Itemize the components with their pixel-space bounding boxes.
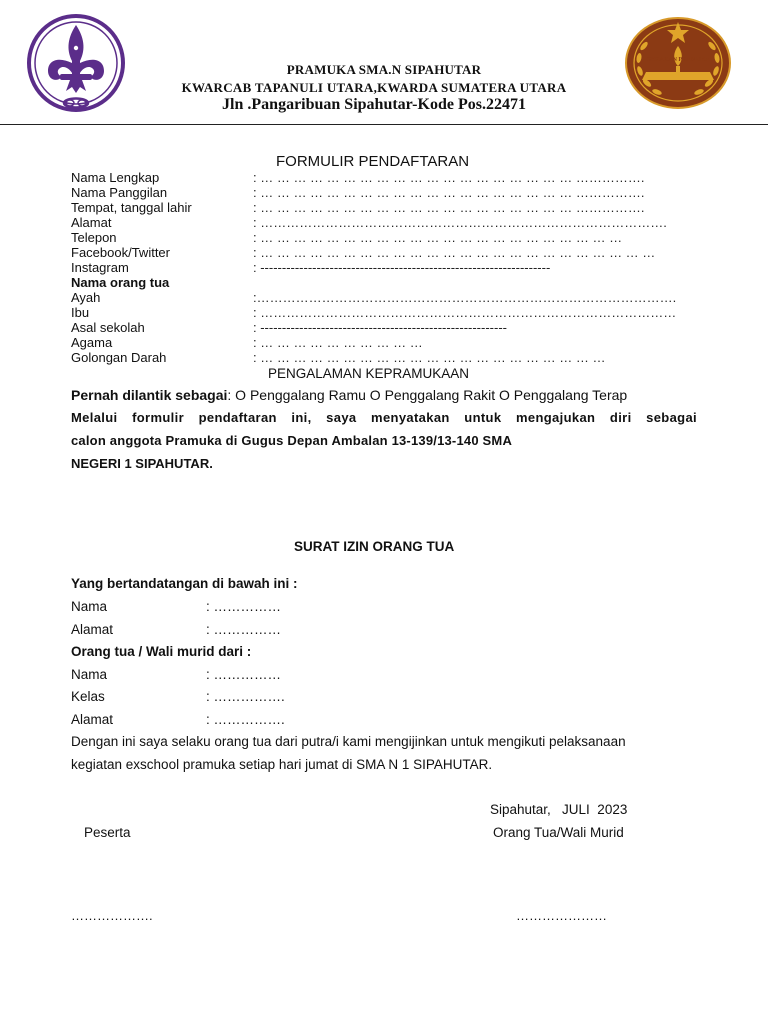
field-value[interactable]: : ------------------------------------------------------------------- — [253, 260, 551, 275]
field-value[interactable]: : … … … … … … … … … … … … … … … … … … … ……………. — [253, 170, 645, 185]
right-logo-ribbon-text: GERAKAN PRAMUKA — [646, 57, 710, 63]
parents-heading: Nama orang tua — [71, 275, 170, 290]
consent-line-1: Dengan ini saya selaku orang tua dari putra/i kami mengijinkan untuk mengikuti pelaksanaan — [71, 734, 626, 749]
child-value[interactable]: : ……………. — [206, 689, 285, 704]
field-value[interactable]: : …………………………………………………………………………………. — [253, 215, 667, 230]
guardian-signature-line[interactable]: ………………… — [516, 908, 607, 923]
signer-value[interactable]: : …………… — [206, 599, 282, 614]
consent-line-2: kegiatan exschool pramuka setiap hari jumat di SMA N 1 SIPAHUTAR. — [71, 757, 493, 772]
org-name: PRAMUKA SMA.N SIPAHUTAR — [286, 62, 482, 77]
permit-title: SURAT IZIN ORANG TUA — [294, 539, 455, 554]
field-row — [71, 200, 701, 215]
field-row — [71, 260, 701, 275]
field-value[interactable]: : … … … … … … … … … … … … … … … … … … … ……………. — [253, 185, 645, 200]
statement-line-2: calon anggota Pramuka di Gugus Depan Ambalan 13-139/13-140 SMA — [71, 433, 513, 448]
field-label: Nama Lengkap — [71, 170, 160, 185]
participant-role: Peserta — [84, 825, 131, 840]
field-label: Tempat, tanggal lahir — [71, 200, 192, 215]
field-label: Ibu — [71, 305, 90, 320]
child-value[interactable]: : …………… — [206, 667, 282, 682]
place-date: Sipahutar, JULI 2023 — [490, 802, 628, 817]
field-row — [71, 305, 701, 320]
field-value[interactable]: : … … … … … … … … … … … … … … … … … … … … … … — [253, 230, 623, 245]
field-value[interactable]: : …………………………………………………………………………………… — [253, 305, 677, 320]
parents-heading-row — [71, 275, 701, 290]
field-label: Nama Panggilan — [71, 185, 168, 200]
org-region: KWARCAB TAPANULI UTARA,KWARDA SUMATERA UTARA — [181, 80, 567, 95]
child-label: Kelas — [71, 689, 105, 704]
guardian-role: Orang Tua/Wali Murid — [493, 825, 624, 840]
experience-title: PENGALAMAN KEPRAMUKAAN — [268, 366, 470, 381]
field-label: Alamat — [71, 215, 112, 230]
field-row — [71, 290, 701, 305]
signer-label: Alamat — [71, 622, 114, 637]
field-row — [71, 335, 701, 350]
field-label: Facebook/Twitter — [71, 245, 170, 260]
field-value[interactable]: : … … … … … … … … … … — [253, 335, 423, 350]
field-label: Ayah — [71, 290, 101, 305]
field-value[interactable]: :……………………………………………………………………………………. — [253, 290, 677, 305]
field-value[interactable]: : … … … … … … … … … … … … … … … … … … … … … … … … — [253, 245, 656, 260]
statement-line-3: NEGERI 1 SIPAHUTAR. — [71, 456, 213, 471]
signer-heading: Yang bertandatangan di bawah ini : — [71, 576, 298, 591]
child-label: Nama — [71, 667, 108, 682]
signer-label: Nama — [71, 599, 108, 614]
field-row — [71, 230, 701, 245]
child-label: Alamat — [71, 712, 114, 727]
field-label: Agama — [71, 335, 113, 350]
field-row — [71, 320, 701, 335]
field-label: Instagram — [71, 260, 129, 275]
field-label: Asal sekolah — [71, 320, 145, 335]
statement-line-1: Melalui formulir pendaftaran ini, saya menyatakan untuk mengajukan diri sebagai — [71, 410, 697, 425]
experience-options-row — [71, 387, 627, 403]
header-divider — [0, 124, 768, 125]
field-row — [71, 215, 701, 230]
field-row — [71, 185, 701, 200]
participant-signature-line[interactable]: ………………. — [71, 908, 153, 923]
field-label: Golongan Darah — [71, 350, 167, 365]
child-heading: Orang tua / Wali murid dari : — [71, 644, 252, 659]
field-row — [71, 350, 701, 365]
org-address: Jln .Pangaribuan Sipahutar-Kode Pos.22471 — [222, 96, 526, 113]
field-row — [71, 170, 701, 185]
field-label: Telepon — [71, 230, 117, 245]
form-title: FORMULIR PENDAFTARAN — [276, 153, 470, 170]
experience-label: Pernah dilantik sebagai — [71, 387, 228, 403]
field-value[interactable]: : … … … … … … … … … … … … … … … … … … … ……………. — [253, 200, 645, 215]
field-value[interactable]: : --------------------------------------------------------- — [253, 320, 507, 335]
experience-options[interactable]: : O Penggalang Ramu O Penggalang Rakit O Penggalang Terap — [227, 387, 628, 403]
field-row — [71, 245, 701, 260]
signer-value[interactable]: : …………… — [206, 622, 282, 637]
child-value[interactable]: : ……………. — [206, 712, 285, 727]
field-value[interactable]: : … … … … … … … … … … … … … … … … … … … … … — [253, 350, 606, 365]
